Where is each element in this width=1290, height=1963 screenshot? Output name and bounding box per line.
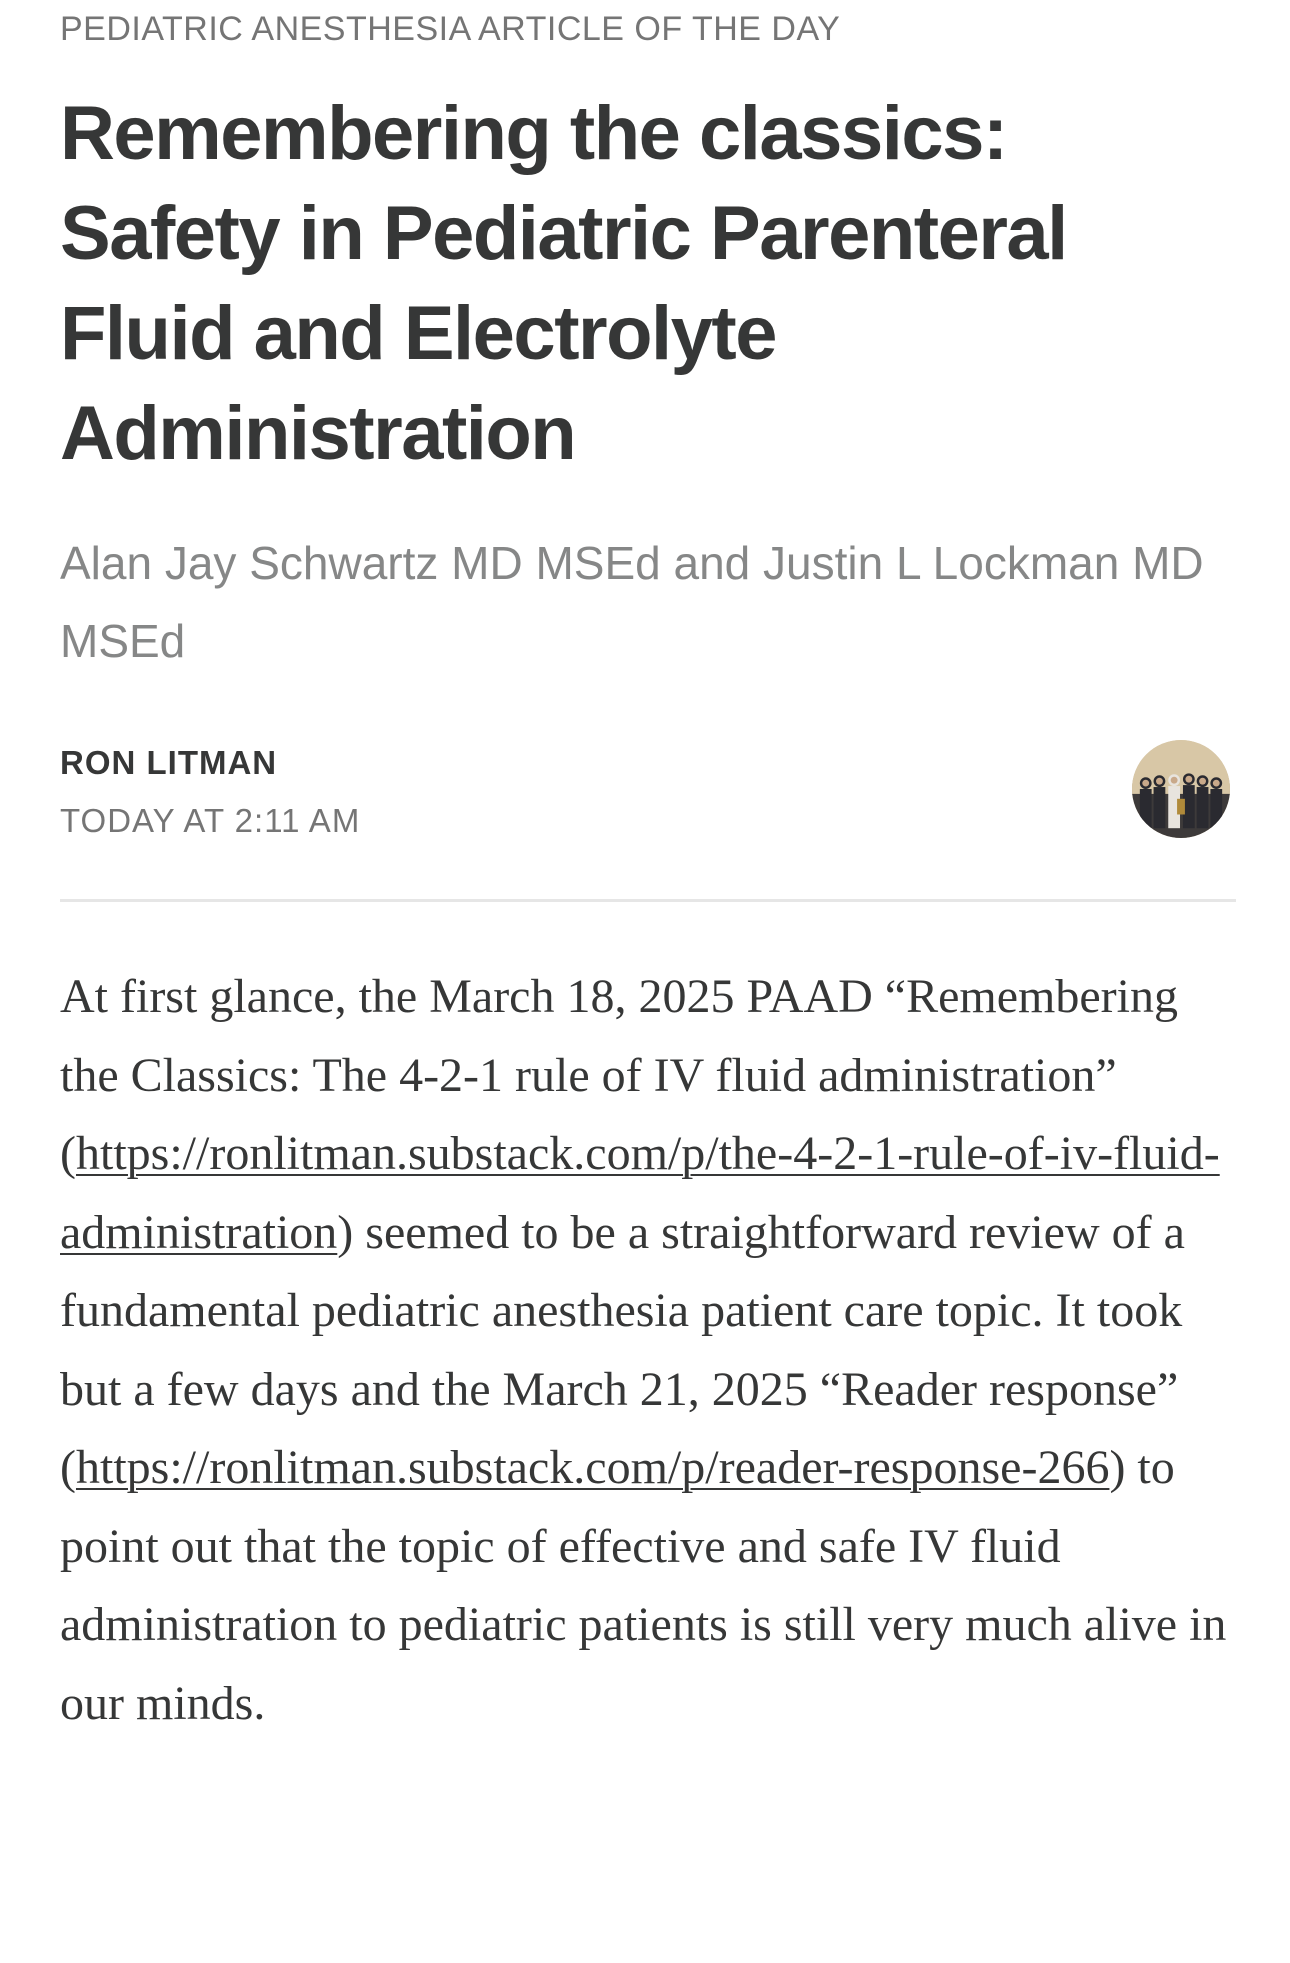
body-text-segment: At first glance, the March 18, 2025 PAAD “Remembering the Classics: The 4-2-1 rule of IV fluid administration” ( bbox=[60, 970, 1178, 1180]
byline bbox=[60, 740, 1236, 850]
divider bbox=[60, 899, 1236, 902]
link-4-2-1-rule[interactable]: https://ronlitman.substack.com/p/the-4-2-1-rule-of-iv-fluid-administration bbox=[60, 1127, 1220, 1259]
link-reader-response[interactable]: https://ronlitman.substack.com/p/reader-response-266 bbox=[75, 1441, 1110, 1494]
author-avatar[interactable] bbox=[1132, 740, 1230, 838]
body-text-segment: ) seemed to be a straightforward review of a fundamental pediatric anesthesia patient care topic. It took but a few days and the March 21, 2025 “Reader response” ( bbox=[60, 1205, 1185, 1494]
post-date: TODAY AT 2:11 AM bbox=[60, 802, 361, 839]
article-subtitle: Alan Jay Schwartz MD MSEd and Justin L Lockman MD MSEd bbox=[60, 537, 1204, 667]
author-photo-icon bbox=[1132, 740, 1230, 838]
article-title: Remembering the classics: Safety in Pediatric Parenteral Fluid and Electrolyte Administration bbox=[60, 91, 1067, 476]
publication-name[interactable]: PEDIATRIC ANESTHESIA ARTICLE OF THE DAY bbox=[60, 10, 841, 48]
body-text-segment: ) to point out that the topic of effective and safe IV fluid administration to pediatric patients is still very much alive in our minds. bbox=[60, 1441, 1227, 1730]
article-body bbox=[60, 958, 1236, 1743]
author-name[interactable]: RON LITMAN bbox=[60, 744, 278, 781]
